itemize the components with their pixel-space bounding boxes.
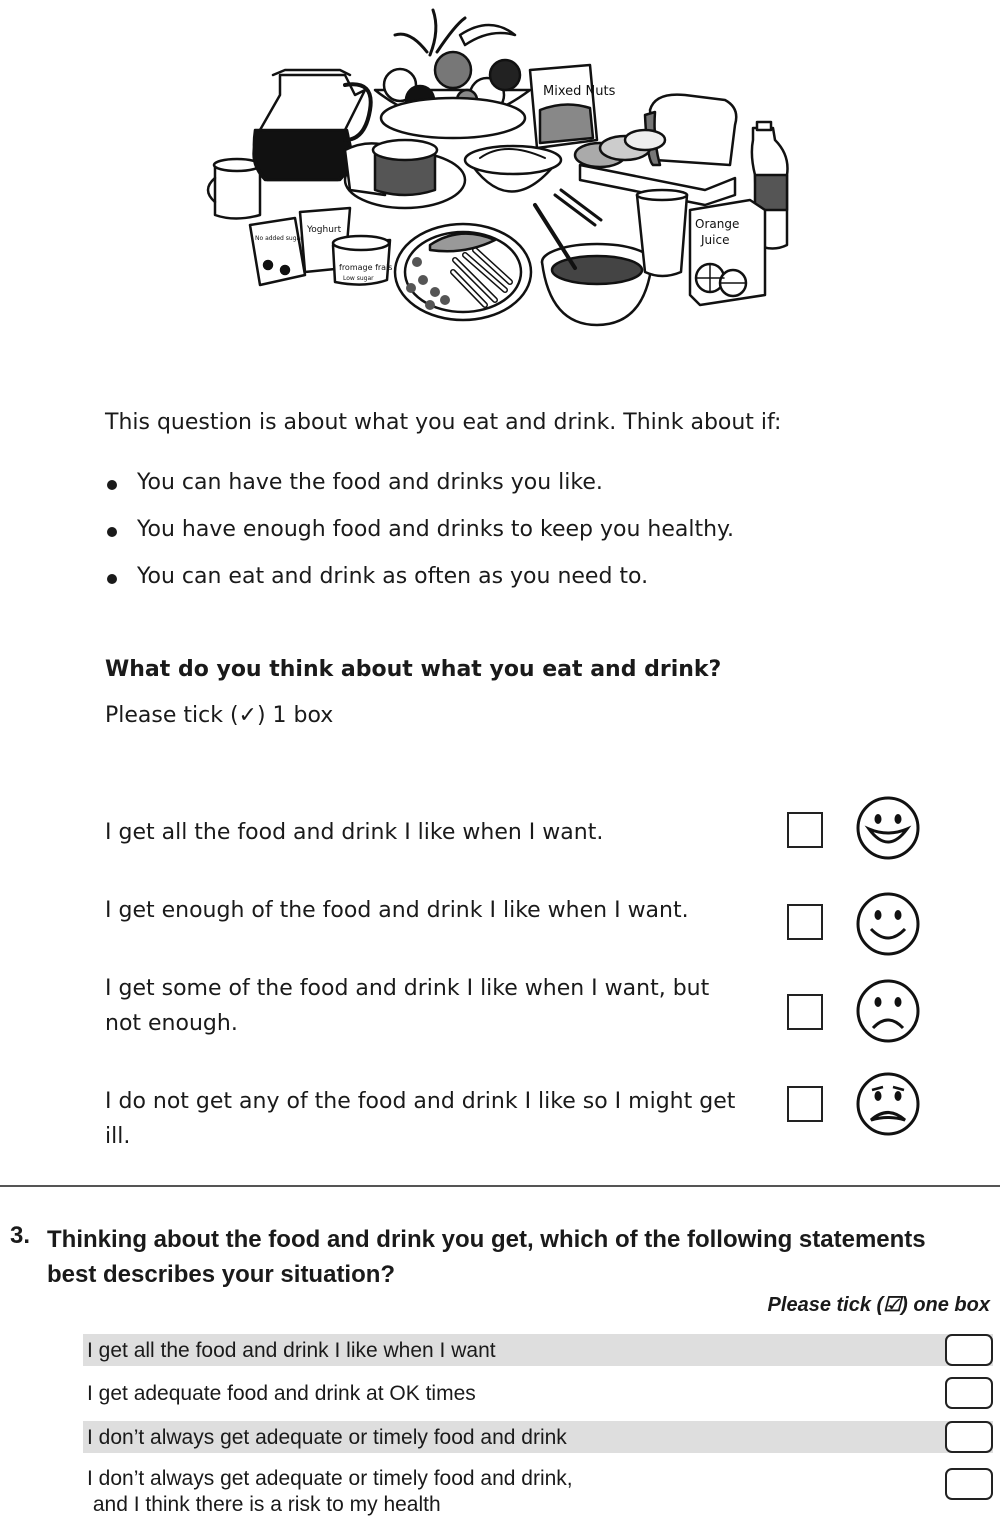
bread-icon	[575, 95, 736, 205]
option-text: I get some of the food and drink I like when I want, but not enough.	[105, 976, 710, 1036]
q3-option-3-checkbox[interactable]	[945, 1421, 993, 1453]
q3-option-row	[83, 1334, 993, 1366]
option-1-checkbox[interactable]	[787, 812, 823, 848]
bullet-dot-icon	[107, 527, 117, 537]
svg-text:Low sugar: Low sugar	[343, 275, 374, 282]
q3-option-row	[83, 1421, 993, 1453]
question-3-number: 3.	[10, 1222, 31, 1249]
frown-face-icon	[855, 978, 921, 1044]
option-text: I get all the food and drink I like when I want.	[105, 820, 604, 845]
question-instruction: Please tick (✓) 1 box	[105, 703, 334, 728]
svg-text:Mixed Nuts: Mixed Nuts	[543, 84, 616, 99]
big-smile-face-icon	[855, 795, 921, 861]
q3-option-text: I get adequate food and drink at OK times	[87, 1382, 476, 1405]
mug-icon	[208, 159, 260, 219]
option-2-checkbox[interactable]	[787, 904, 823, 940]
mixed-nuts-bag-icon	[530, 65, 616, 148]
question-3-instruction: Please tick (☑) one box	[767, 1294, 990, 1316]
svg-text:No added sugar: No added sugar	[255, 235, 303, 242]
section-divider	[0, 1185, 1000, 1187]
q3-option-row	[83, 1466, 993, 1520]
fruit-bowl-icon	[375, 10, 530, 138]
yoghurt-pots-icon	[250, 208, 392, 285]
q3-option-row	[83, 1377, 993, 1409]
plate-with-food-icon	[345, 140, 465, 208]
q3-option-1-checkbox[interactable]	[945, 1334, 993, 1366]
svg-text:fromage frais: fromage frais	[339, 263, 393, 272]
svg-text:Yoghurt: Yoghurt	[307, 225, 342, 235]
question-title: What do you think about what you eat and drink?	[105, 657, 722, 682]
intro-bullet: You can have the food and drinks you like.	[105, 470, 734, 517]
worried-face-icon	[855, 1071, 921, 1137]
intro-bullet: You have enough food and drinks to keep you healthy.	[105, 517, 734, 564]
option-3-checkbox[interactable]	[787, 994, 823, 1030]
option-text: I get enough of the food and drink I like when I want.	[105, 898, 689, 923]
milk-glass-icon	[637, 190, 687, 276]
bullet-dot-icon	[107, 574, 117, 584]
q3-option-4-checkbox[interactable]	[945, 1468, 993, 1500]
dinner-plate-icon	[395, 224, 531, 320]
svg-text:Juice: Juice	[701, 233, 730, 247]
food-and-drinks-illustration	[205, 0, 795, 335]
bullet-dot-icon	[107, 480, 117, 490]
intro-bullet: You can eat and drink as often as you need to.	[105, 564, 734, 611]
orange-juice-icon	[690, 200, 765, 305]
option-text: I do not get any of the food and drink I like so I might get ill.	[105, 1089, 736, 1149]
smile-face-icon	[855, 891, 921, 957]
svg-text:Orange: Orange	[695, 217, 740, 231]
q3-option-text: I don’t always get adequate or timely food and drink, and I think there is a risk to my health	[87, 1467, 573, 1516]
option-4-checkbox[interactable]	[787, 1086, 823, 1122]
question-3-text: Thinking about the food and drink you get, which of the following statements best describes your situation?	[47, 1226, 926, 1288]
q3-option-2-checkbox[interactable]	[945, 1377, 993, 1409]
intro-bullet-list	[105, 470, 734, 611]
q3-option-text: I get all the food and drink I like when I want	[87, 1339, 496, 1362]
intro-text: This question is about what you eat and drink. Think about if:	[105, 410, 782, 435]
q3-option-text: I don’t always get adequate or timely food and drink	[87, 1426, 567, 1449]
